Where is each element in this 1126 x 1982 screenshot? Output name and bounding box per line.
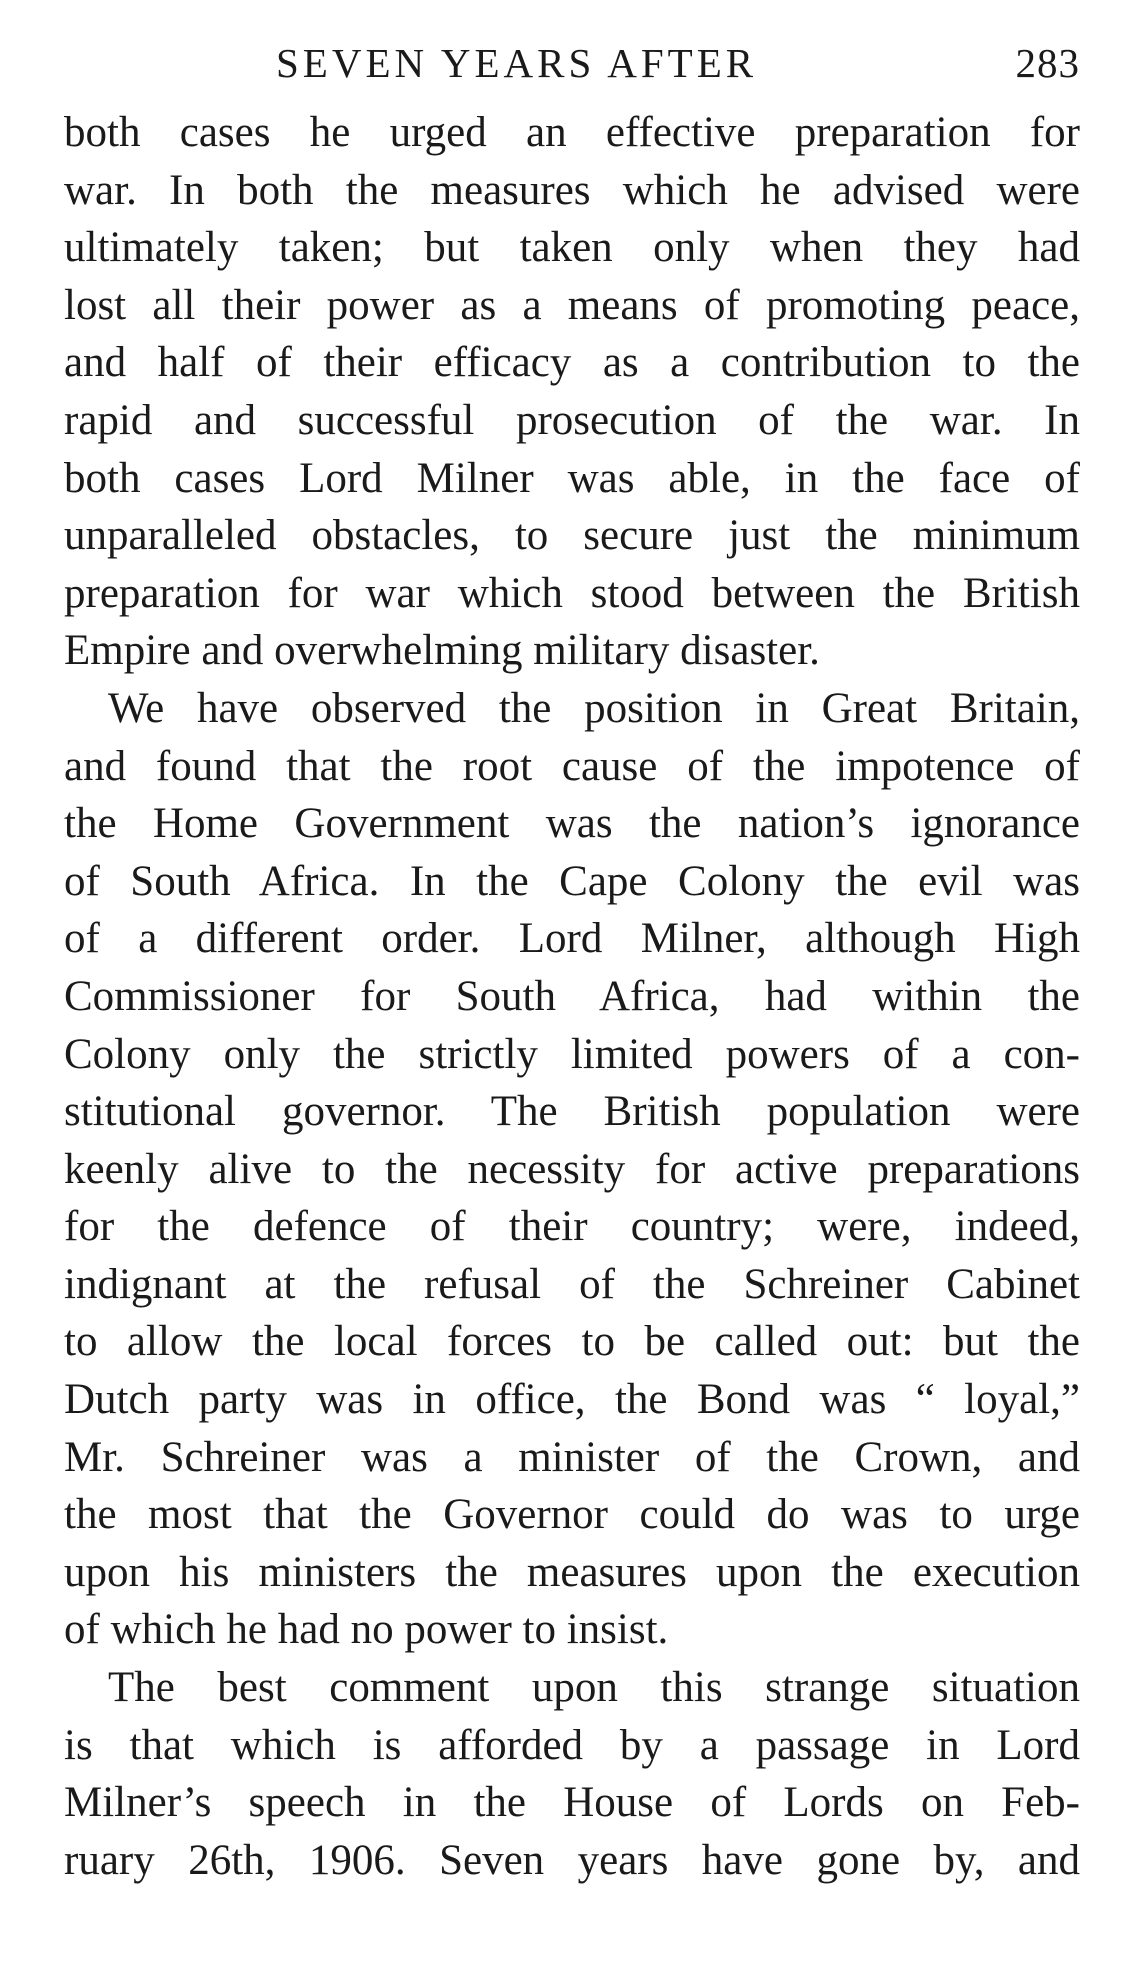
paragraph-2 [64, 680, 1080, 1659]
body-text [64, 104, 1080, 1889]
text-line: Commissioner for South Africa, had within the [64, 972, 1080, 1020]
text-line: both cases Lord Milner was able, in the face of [64, 454, 1080, 502]
running-title: SEVEN YEARS AFTER [276, 40, 758, 86]
text-line: stitutional governor. The British population were [64, 1088, 1080, 1136]
text-line: Milner’s speech in the House of Lords on Feb- [64, 1779, 1080, 1827]
running-head [64, 38, 1080, 88]
text-line: the Home Government was the nation’s ignorance [64, 800, 1080, 848]
text-line: for the defence of their country; were, indeed, [64, 1203, 1080, 1251]
text-line: ruary 26th, 1906. Seven years have gone by, and [64, 1836, 1080, 1884]
text-line: upon his ministers the measures upon the execution [64, 1548, 1080, 1596]
text-line: preparation for war which stood between the British [64, 569, 1080, 617]
text-line: both cases he urged an effective preparation for [64, 109, 1080, 156]
text-line: and half of their efficacy as a contribution to the [64, 339, 1080, 387]
paragraph-3 [64, 1659, 1080, 1889]
text-line: rapid and successful prosecution of the war. In [64, 396, 1080, 444]
text-line: lost all their power as a means of promoting peace, [64, 281, 1080, 329]
text-line: The best comment upon this strange situation [108, 1664, 1080, 1712]
text-line: Colony only the strictly limited powers of a con- [64, 1030, 1080, 1078]
text-line: Dutch party was in office, the Bond was “ loyal,” [64, 1376, 1080, 1424]
text-line: of South Africa. In the Cape Colony the evil was [64, 857, 1080, 905]
text-line: of a different order. Lord Milner, although High [64, 915, 1080, 963]
text-line: the most that the Governor could do was to urge [64, 1491, 1080, 1539]
text-line: is that which is afforded by a passage in Lord [64, 1721, 1080, 1769]
page-number: 283 [1015, 40, 1080, 86]
text-line: and found that the root cause of the impotence of [64, 742, 1080, 790]
text-line: indignant at the refusal of the Schreiner Cabinet [64, 1260, 1080, 1308]
text-line: We have observed the position in Great Britain, [108, 684, 1080, 732]
paragraph-1 [64, 104, 1080, 680]
text-line: of which he had no power to insist. [64, 1606, 669, 1654]
text-line: keenly alive to the necessity for active preparations [64, 1145, 1080, 1193]
text-line: Mr. Schreiner was a minister of the Crown, and [64, 1433, 1080, 1481]
text-line: ultimately taken; but taken only when they had [64, 224, 1080, 272]
text-line: war. In both the measures which he advised were [64, 166, 1080, 214]
text-line: to allow the local forces to be called out: but the [64, 1318, 1080, 1366]
text-line: Empire and overwhelming military disaster. [64, 627, 820, 675]
text-line: unparalleled obstacles, to secure just the minimum [64, 512, 1080, 560]
